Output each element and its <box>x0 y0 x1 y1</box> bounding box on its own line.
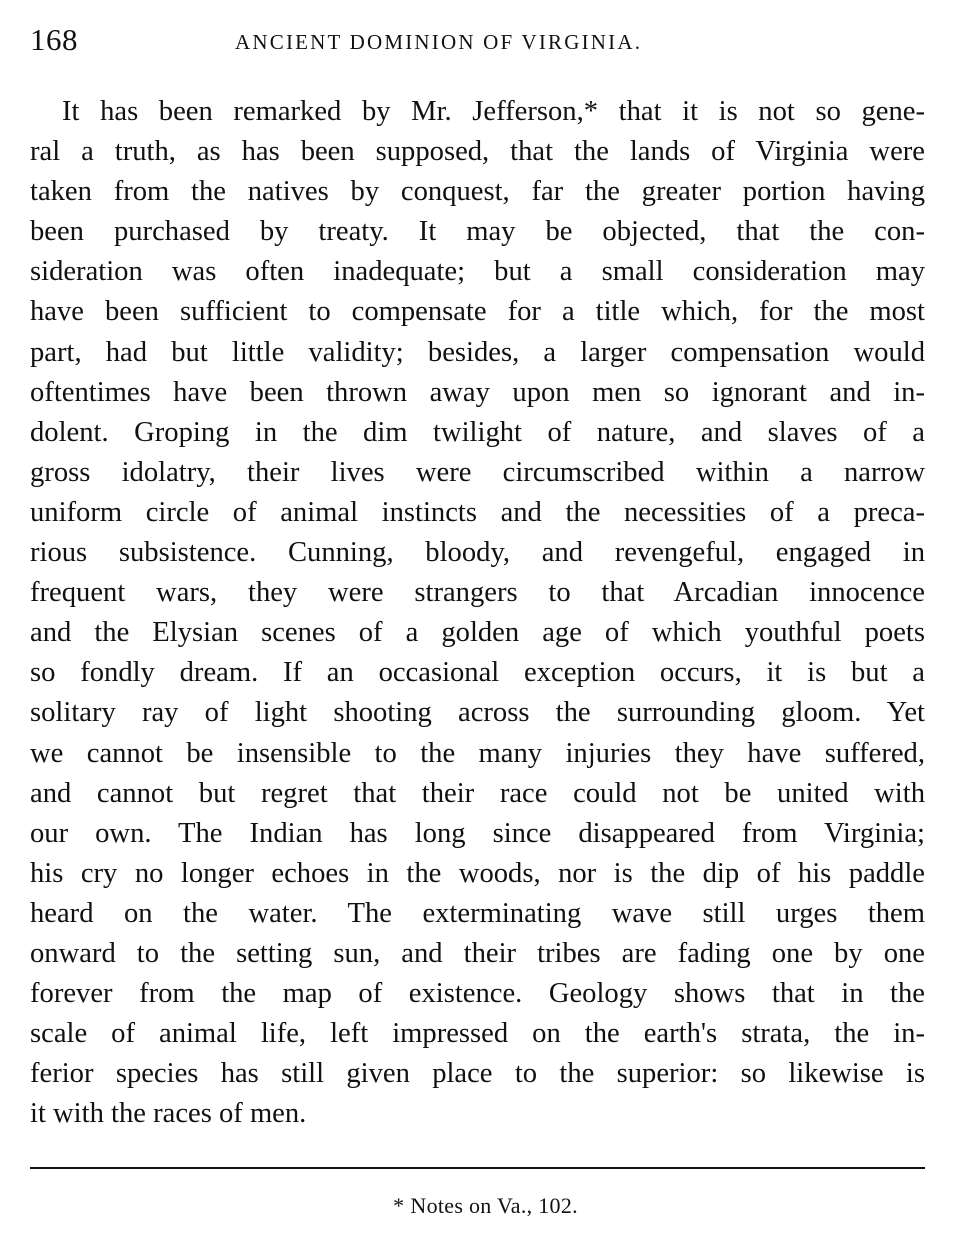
text-line: have been sufficient to compensate for a title which, for the most <box>30 296 925 328</box>
text-line: taken from the natives by conquest, far the greater portion having <box>30 176 925 208</box>
text-line: rious subsistence. Cunning, bloody, and revengeful, engaged in <box>30 537 925 569</box>
text-line: been purchased by treaty. It may be objected, that the con- <box>30 216 925 248</box>
page-number: 168 <box>30 22 78 57</box>
text-line: sideration was often inadequate; but a small consideration may <box>30 256 925 288</box>
text-line: we cannot be insensible to the many injuries they have suffered, <box>30 737 925 769</box>
text-line: it with the races of men. <box>30 1098 307 1130</box>
body-paragraph <box>30 92 925 1134</box>
footnote-text: Notes on Va., 102. <box>410 1193 578 1218</box>
footnote-divider <box>30 1167 925 1169</box>
text-line: ferior species has still given place to the superior: so likewise is <box>30 1058 925 1090</box>
running-title: ANCIENT DOMINION OF VIRGINIA. <box>235 30 643 54</box>
text-line: so fondly dream. If an occasional exception occurs, it is but a <box>30 657 925 689</box>
text-line: It has been remarked by Mr. Jefferson,* that it is not so gene- <box>62 96 925 127</box>
text-line: heard on the water. The exterminating wave still urges them <box>30 897 925 929</box>
text-line: part, had but little validity; besides, a larger compensation would <box>30 336 925 368</box>
footnote <box>0 1193 971 1219</box>
text-line: his cry no longer echoes in the woods, nor is the dip of his paddle <box>30 857 925 889</box>
text-line: frequent wars, they were strangers to that Arcadian innocence <box>30 577 925 609</box>
text-line: gross idolatry, their lives were circumscribed within a narrow <box>30 456 925 488</box>
text-line: uniform circle of animal instincts and the necessities of a preca- <box>30 496 925 528</box>
text-line: and the Elysian scenes of a golden age of which youthful poets <box>30 617 925 649</box>
text-line: onward to the setting sun, and their tribes are fading one by one <box>30 937 925 969</box>
text-line: oftentimes have been thrown away upon men so ignorant and in- <box>30 376 925 408</box>
text-line: dolent. Groping in the dim twilight of nature, and slaves of a <box>30 416 925 448</box>
footnote-marker: * <box>393 1193 405 1218</box>
text-line: forever from the map of existence. Geology shows that in the <box>30 978 925 1010</box>
text-line: and cannot but regret that their race could not be united with <box>30 777 925 809</box>
text-line: ral a truth, as has been supposed, that the lands of Virginia were <box>30 136 925 168</box>
text-line: scale of animal life, left impressed on the earth's strata, the in- <box>30 1018 925 1050</box>
text-line: solitary ray of light shooting across the surrounding gloom. Yet <box>30 697 925 729</box>
text-line: our own. The Indian has long since disappeared from Virginia; <box>30 817 925 849</box>
